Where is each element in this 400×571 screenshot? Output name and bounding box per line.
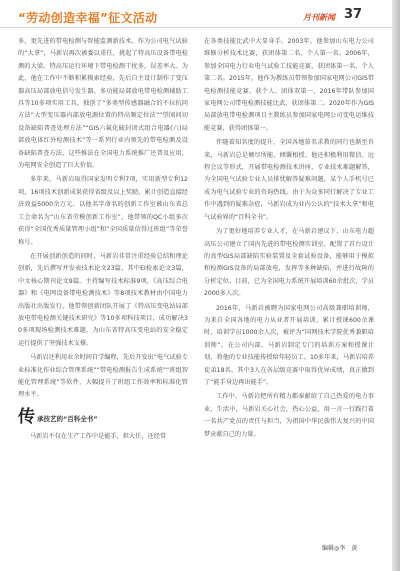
paragraph: 工作中，马新岩把所有精力都奉献给了自己热爱的电力事业，生活中，马新岩关心社会，热心公益，用一言一行践行着一名共产党员的责任与担当，为祖国中华民族伟大复兴的中国梦贡献自己的力量。 [204,393,374,438]
paragraph: 多年来，马新岩取得国家发明专利7项，实用新型专利12项，16项技术创新成果获得省级及以上奖励，累计创造直接经济效益5000余万元。以他名字命名的创新工作室被山东省总工会命名为“山东省劳模创新工作室”，他带领的QC小组多次获得“全国优秀质量管理小组”和“全国质量信得过班组”等荣誉称号。 [18,176,188,246]
column-title: “劳动创造幸福”征文活动 [18,11,158,25]
right-column [204,36,374,443]
paragraph: 马新岩还利用业余时间自学编程，先后开发出“电气试验专业标准化作业综合管理系统”“带电检测报告生成系统”“班组智能化管理系统”等软件，大幅提升了班组工作效率和标准化管理水平。 [18,354,188,399]
paragraph: 伴随着知名度的提升，全国各地慕名求教的同行也渐至沓来，马新岩总是倾尽所能、倾囊相授。他还积极利用微信、远程会议等形式，开展带电检测技术讲座，专业技术难题解答，为全国电气试验专业人员排忧解答疑难问题，某个人手机号已成为电气试验专业的咨询热线。由于为众多同行解决了专业工作中遇到的疑难杂症，马新岩成为业内公认的“技术大拿”和电气试验界的“百科全书”。 [204,139,374,221]
editor-credit: 编辑◎李 黄 [322,545,358,552]
paragraph: 在开展创新创造的同时，马新岩非常注重经验总结和理论创新，先后撰写并发表技术论文23篇，其中EI检索论文3篇，中文核心期刊论文9篇。主持编写技术标准9项，《高压综合电器》和《电网设备带电检测技术》等8项技术教材由中国电力出版社出版发行。他带领创新团队开展了《特高压变电站局部放电带电检测关键技术研究》等10多项科技项目，成功解决30多项现场检测技术难题，为山东省特高压变电站的安全稳定运行提供了坚强技术支撑。 [18,252,188,347]
paragraph: 为了更好地培养专业人才，在马新岩建议下，山东电力超高压公司建立了国内先进的带电检测实训室，配置了首台设计的真型GIS局部缺陷实验装置及全套试验设备，能够用于模拟和检测GIS设备的局部放电，发挥等多种缺陷，并进行故障的分析定位。目前，已为全国电力系统开展培训60余批次，学员2000多人次。 [204,228,374,298]
section-subheading [18,408,188,426]
paragraph: 在各类技能比武中大显身手。2003年，他参加山东电力公司维修分析技术比赛，获团体第二名、个人第一名。2006年，参加全国电力行业电气试验工技能竞赛，获团体第一名、个人第二名。2015年，他作为教练员带领参加国家电网公司GIS带电检测技能竞赛，获个人、团体双第一，2016年带队参加国家电网公司带电检测技能比武，获团体第二。2020年作为GIS局部放电带电检测项目主教练员参加国家电网公司变电运维技能竞赛，获得团体第一。 [204,38,374,132]
brand-logo-text: 月刊新闻 [303,13,335,22]
paragraph: 马新岩不仅在生产工作中是能手，担大任，还经常 [30,432,167,440]
subheading-initial: 传 [18,406,35,427]
subheading-text: 承技艺的“百科全书” [37,415,98,424]
paragraph: 多，更先进的带电检测与智能监测新技术。作为公司电气试验的“大拿”，马新岩再次被委以重任，挑起了特高压设备带电检测的大梁。特高压运行环境下带电检测干扰多，误差率大。为此，他在工作中不断积累摸索经验，先后自主设计制作了变压器高压局部放电信号发生器、多功能局部放电带电检测辅助工具等10多项实用工具，独创了“多类型传感器融合的不拉抗同方法”大型变压器内部放电源位置的特高频定位法”“望闻问切设备缺陷普查处理方法”“GIS六氟化硫封闭式组合电器(六)局部放电体红外检测技术”等一系列行业内领先的带电检测及设备缺陷普查方法，这些推法在全国电力系统推广还普及应用，为电网安全创造了巨大价值。 [18,38,188,170]
left-column [18,36,188,445]
page-number: 37 [344,7,363,22]
paragraph: 2016年，马新岩被聘为国家电网公司高级兼职培训师，为来自全国各地的电力从业者开展培训，累计授课600余课时，培训学员1000余人次，被评为“国网技术学院优秀兼职培训师”。在公司内部，马新岩制定专门的培训方案和授课计划，将他的专业技能传授给年轻员工。10多年来，马新岩培养徒弟18名，其中3人在各层级竞赛中取得优异成绩，真正做到了“能手身边再出能手”。 [204,304,374,386]
header-divider [0,27,392,28]
page-edge-shadow [392,0,400,571]
